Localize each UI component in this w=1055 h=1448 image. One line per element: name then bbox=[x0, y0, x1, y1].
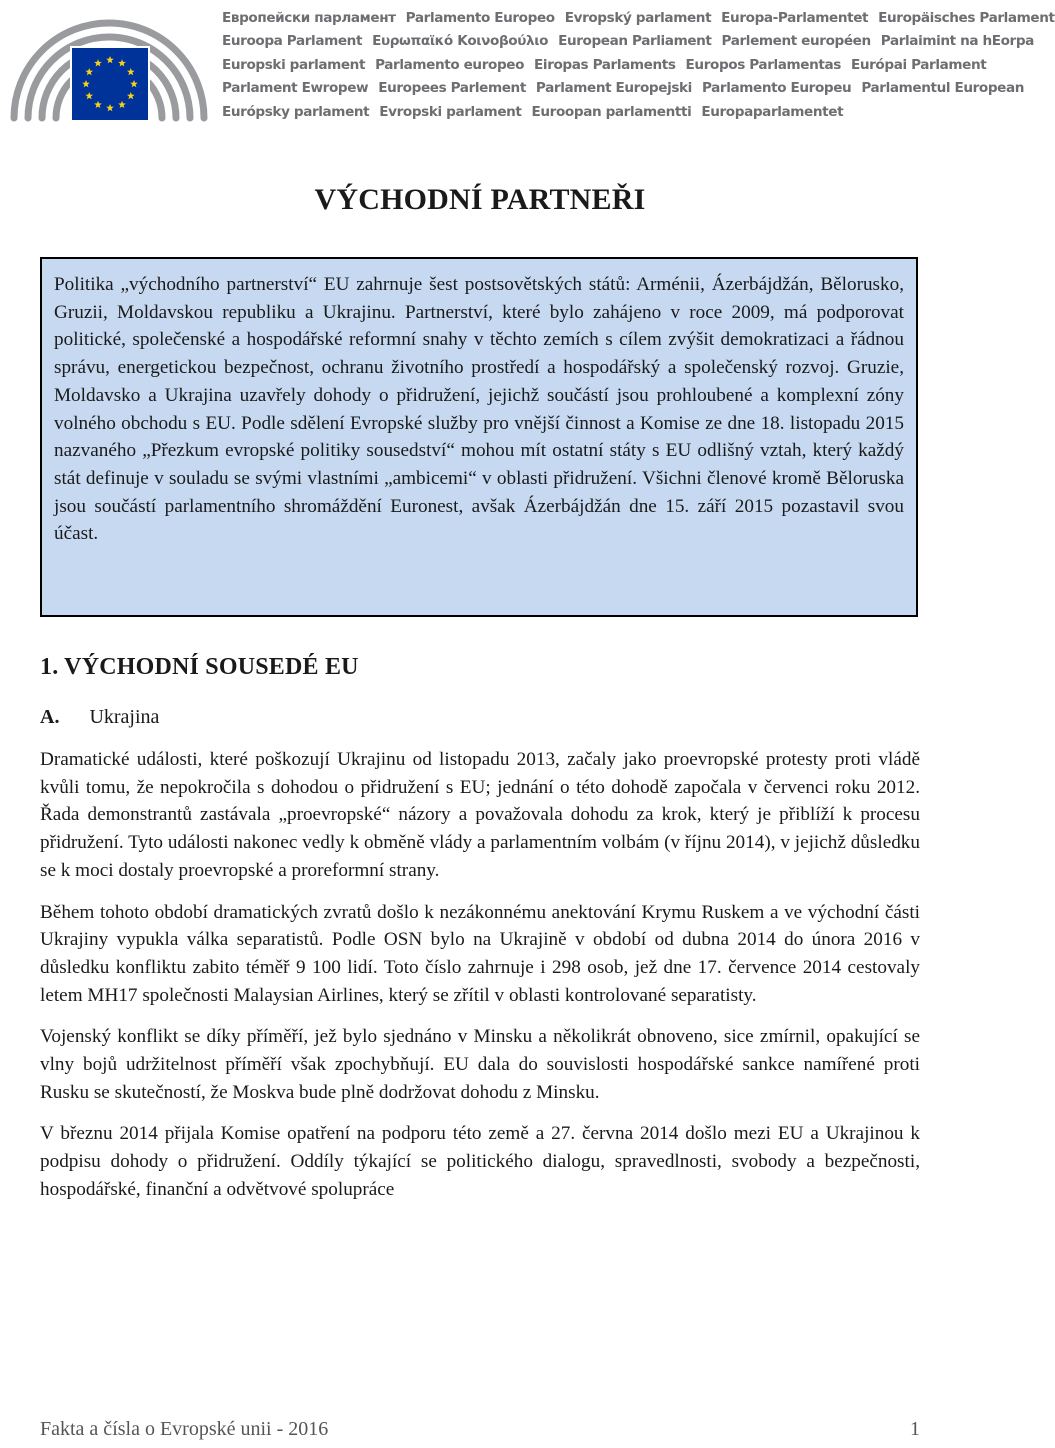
language-line bbox=[222, 77, 1025, 101]
language-name: Európai Parlament bbox=[850, 56, 987, 73]
language-line bbox=[222, 53, 987, 77]
language-name: Parlement européen bbox=[721, 33, 871, 50]
language-name: Parlament Ewropew bbox=[222, 80, 369, 97]
language-name: Europski parlament bbox=[222, 56, 366, 73]
language-name: Euroopan parlamentti bbox=[531, 103, 692, 120]
document-title: VÝCHODNÍ PARTNEŘI bbox=[314, 183, 646, 216]
language-name: Europäisches Parlament bbox=[878, 9, 1055, 26]
language-name: Euroopa Parlament bbox=[222, 33, 363, 50]
language-name: Parlamento Europeu bbox=[701, 80, 852, 97]
language-name: Ευρωπαϊκό Κοινοβούλιο bbox=[372, 33, 549, 50]
language-name: Europees Parlement bbox=[378, 80, 526, 97]
page-header bbox=[0, 0, 1055, 130]
language-name: Parlament Europejski bbox=[535, 80, 692, 97]
language-name: European Parliament bbox=[558, 33, 712, 50]
language-name: Europos Parlamentas bbox=[685, 56, 841, 73]
language-line bbox=[222, 6, 1055, 30]
page-number: 1 bbox=[910, 1418, 920, 1440]
language-name: Eiropas Parlaments bbox=[534, 56, 676, 73]
subsection-letter: A. bbox=[40, 706, 60, 728]
language-name: Europaparlamentet bbox=[701, 103, 844, 120]
language-name: Parlaimint na hEorpa bbox=[880, 33, 1034, 50]
footer-text: Fakta a čísla o Evropské unii - 2016 bbox=[40, 1418, 329, 1440]
language-name: Európsky parlament bbox=[222, 103, 370, 120]
language-name: Evropski parlament bbox=[379, 103, 522, 120]
paragraph: V březnu 2014 přijala Komise opatření na podporu této země a 27. června 2014 došlo mezi EU a Ukrajinou k podpisu dohody o přidružení. Oddíly týkající se politického dialogu, spravedlnosti, svobody a bezpečnosti, hospodářské, finanční a odvětvové spolupráce bbox=[40, 1123, 920, 1200]
summary-box bbox=[40, 257, 918, 617]
european-parliament-logo-icon bbox=[4, 6, 214, 126]
language-line bbox=[222, 100, 956, 124]
section-body bbox=[40, 746, 920, 1218]
language-line bbox=[222, 30, 1034, 54]
language-name: Европейски парламент bbox=[222, 9, 396, 26]
subsection-title: Ukrajina bbox=[89, 706, 160, 728]
language-names bbox=[222, 6, 1055, 124]
subsection-heading bbox=[40, 706, 159, 729]
language-name: Parlamento Europeo bbox=[405, 9, 555, 26]
language-name: Europa-Parlamentet bbox=[721, 9, 869, 26]
paragraph: Během tohoto období dramatických zvratů došlo k nezákonnému anektování Krymu Ruskem a ve východní části Ukrajiny vypukla válka separatistů. Podle OSN bylo na Ukrajině v období od dubna 2014 do února 2016 v důsledku konfliktu zabito téměř 9 100 lidí. Toto číslo zahrnuje i 298 osob, jež dne 17. července 2014 cestovaly letem MH17 společnosti Malaysian Airlines, který se zřítil v oblasti kontrolované separatisty. bbox=[40, 901, 920, 1006]
language-name: Evropský parlament bbox=[564, 9, 712, 26]
summary-text: Politika „východního partnerství“ EU zahrnuje šest postsovětských států: Arménii, Ázerbájdžán, Bělorusko, Gruzii, Moldavskou republiku a Ukrajinu. Partnerství, které bylo zahájeno v roce 2009, má podporovat politické, společenské a hospodářské reformní snahy v těchto zemích s cílem zvýšit demokratizaci a řádnou správu, energetickou bezpečnost, ochranu životního prostředí a hospodářský a společenský rozvoj. Gruzie, Moldavsko a Ukrajina uzavřely dohody o přidružení, jejichž součástí jsou prohloubené a komplexní zóny volného obchodu s EU. Podle sdělení Evropské služby pro vnější činnost a Komise ze dne 18. listopadu 2015 nazvaného „Přezkum evropské politiky sousedství“ mohou mít ostatní státy s EU odlišný vztah, který každý stát definuje v souladu se svými vlastními „ambicemi“ v oblasti přidružení. Všichni členové kromě Běloruska jsou součástí parlamentního shromáždění Euronest, avšak Ázerbájdžán dne 15. září 2015 pozastavil svou účast. bbox=[54, 274, 904, 545]
paragraph: Vojenský konflikt se díky příměří, jež bylo sjednáno v Minsku a několikrát obnoveno, sice zmírnil, opakující se vlny bojů udržitelnost příměří však zpochybňují. EU dala do souvislosti hospodářské sankce namířené proti Rusku se skutečností, že Moskva bude plně dodržovat dohodu z Minsku. bbox=[40, 1026, 920, 1103]
language-name: Parlamento europeo bbox=[375, 56, 525, 73]
section-heading: 1. VÝCHODNÍ SOUSEDÉ EU bbox=[40, 654, 359, 680]
paragraph: Dramatické události, které poškozují Ukrajinu od listopadu 2013, začaly jako proevropské protesty proti vládě kvůli tomu, že nepokročila s dohodou o přidružení s EU; jednání o této dohodě započala v červenci roku 2012. Řada demonstrantů zastávala „proevropské“ názory a považovala dohodu za krok, který je přiblíží k procesu přidružení. Tyto události nakonec vedly k obměně vlády a parlamentním volbám (v říjnu 2014), v jejichž důsledku se k moci dostaly proevropské a proreformní strany. bbox=[40, 749, 920, 881]
language-name: Parlamentul European bbox=[861, 80, 1025, 97]
